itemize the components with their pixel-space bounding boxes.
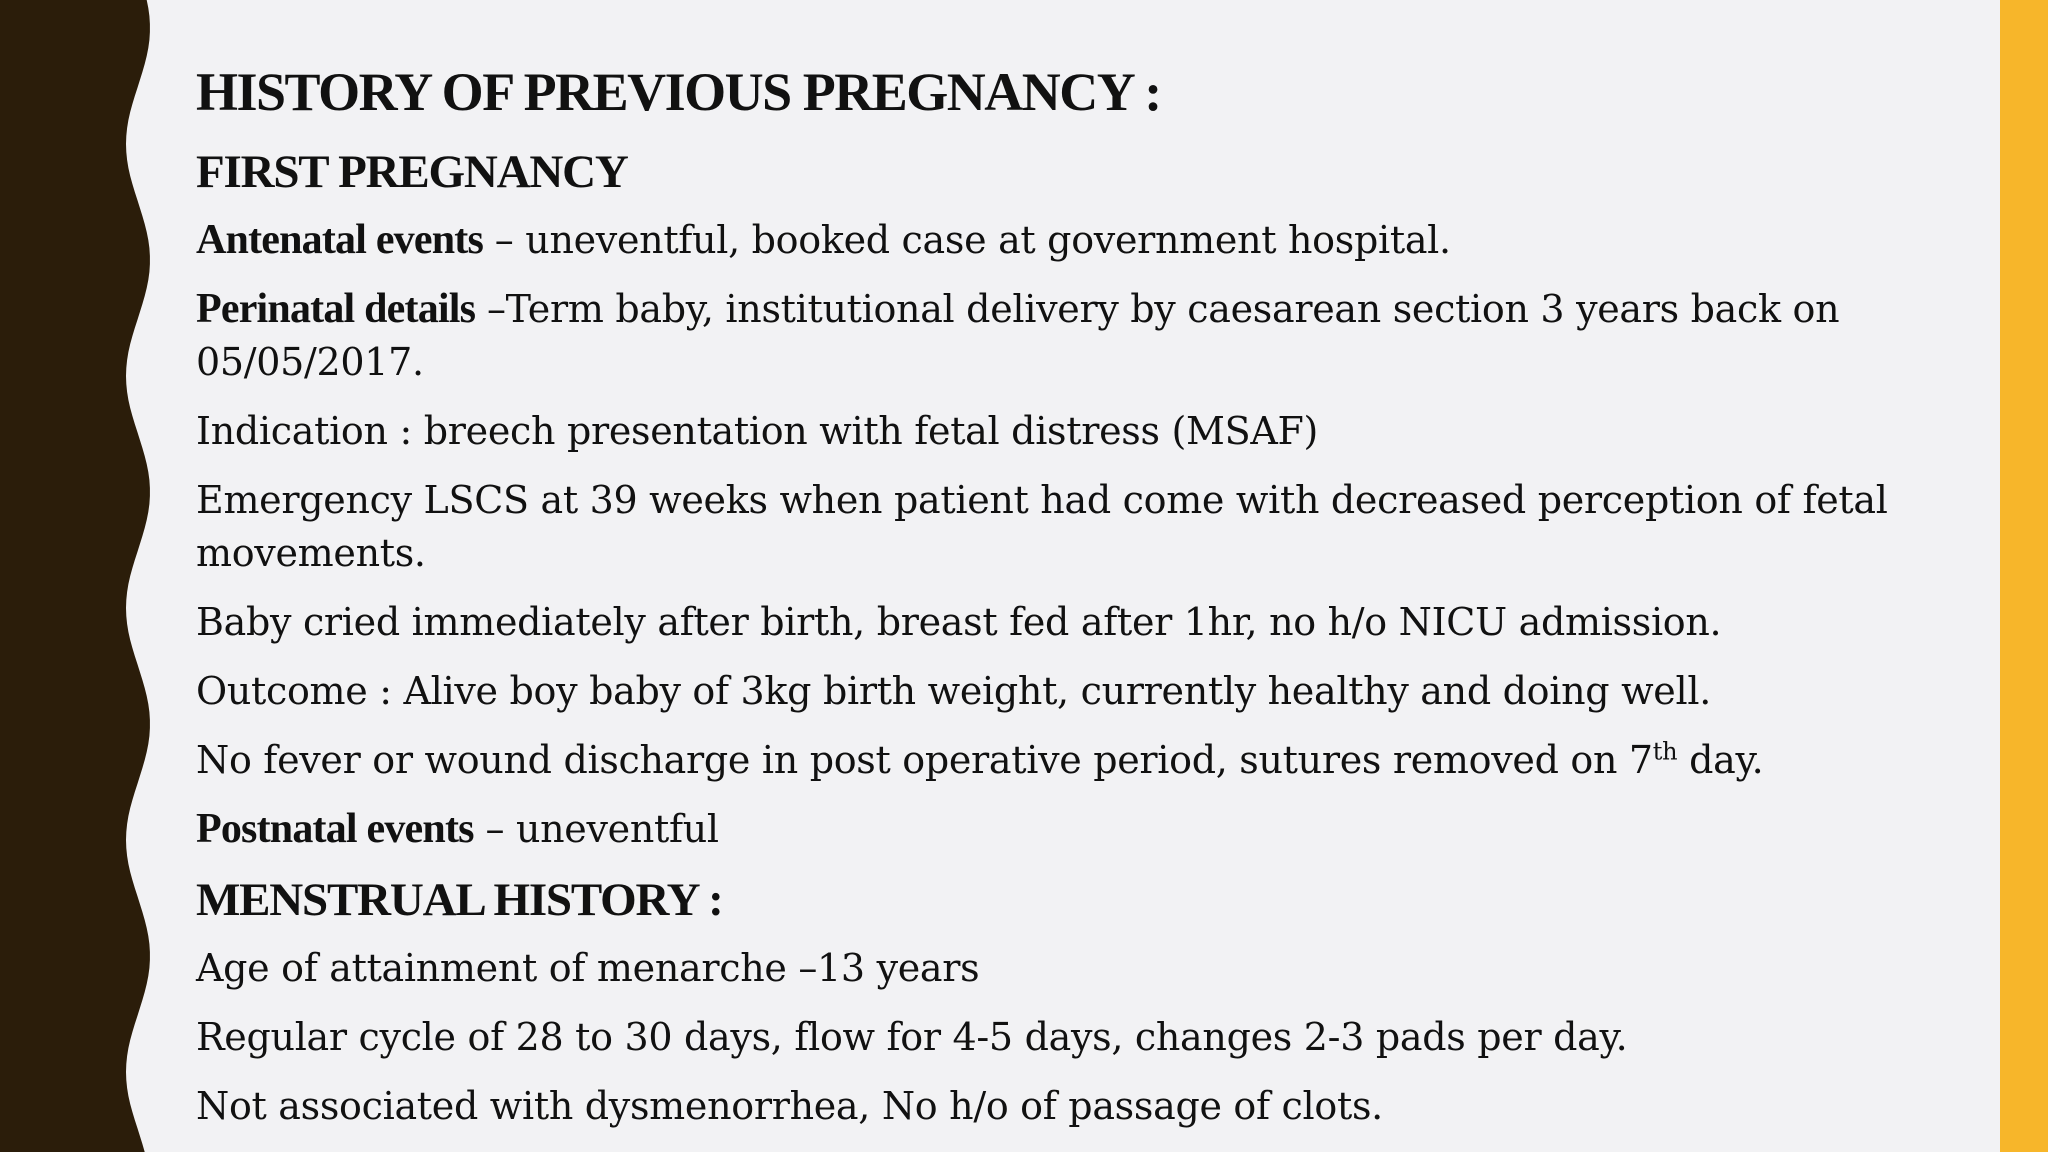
perinatal-label: Perinatal details [196,286,476,332]
perinatal-details-line [196,283,1976,389]
dysmenorrhea-line: Not associated with dysmenorrhea, No h/o of passage of clots. [196,1084,1383,1128]
outcome-line: Outcome : Alive boy baby of 3kg birth weight, currently healthy and doing well. [196,669,1711,713]
perinatal-text: –Term baby, institutional delivery by caesarean section 3 years back on 05/05/2017. [196,287,1840,384]
sutures-text: No fever or wound discharge in post operative period, sutures removed on 7 [196,738,1653,782]
slide-title: HISTORY OF PREVIOUS PREGNANCY : [196,62,1161,122]
menstrual-history-heading: MENSTRUAL HISTORY : [196,874,723,926]
sutures-line [196,734,1976,787]
antenatal-label: Antenatal events [196,217,484,263]
postnatal-text: – uneventful [473,807,719,851]
first-pregnancy-heading: FIRST PREGNANCY [196,146,628,198]
antenatal-events-line [196,214,1976,267]
menarche-line: Age of attainment of menarche –13 years [196,946,980,990]
emergency-lscs-line: Emergency LSCS at 39 weeks when patient had come with decreased perception of fetal movements. [196,478,1888,575]
baby-cried-line: Baby cried immediately after birth, breast fed after 1hr, no h/o NICU admission. [196,600,1722,644]
sutures-superscript: th [1652,737,1678,766]
slide-content [196,60,1976,1149]
antenatal-text: – uneventful, booked case at government hospital. [483,218,1451,262]
wavy-left-band [0,0,160,1152]
indication-line: Indication : breech presentation with fetal distress (MSAF) [196,409,1319,453]
accent-bar-right [2000,0,2048,1152]
cycle-line: Regular cycle of 28 to 30 days, flow for 4-5 days, changes 2-3 pads per day. [196,1015,1628,1059]
sutures-text-end: day. [1677,738,1764,782]
postnatal-label: Postnatal events [196,806,474,852]
postnatal-events-line [196,803,1976,856]
